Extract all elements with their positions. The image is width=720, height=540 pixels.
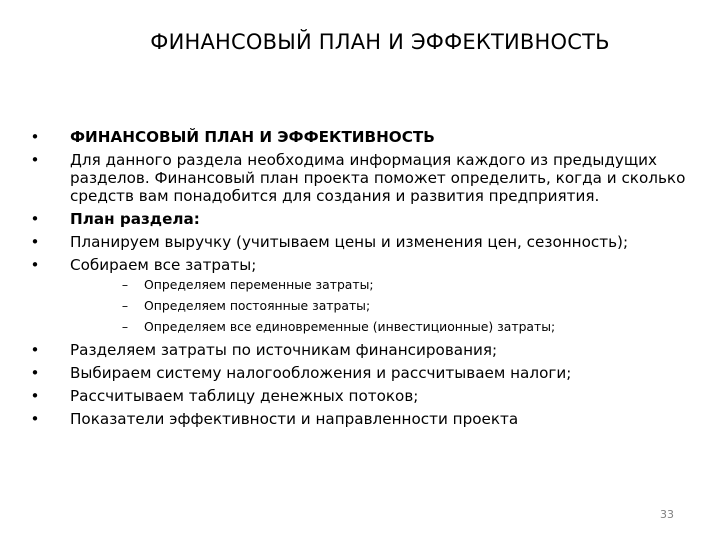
sub-list-item [70, 297, 688, 314]
list-item [28, 128, 688, 146]
sub-list-item-text: Определяем постоянные затраты; [144, 298, 371, 313]
bullet-marker: • [30, 256, 40, 274]
bullet-marker: • [30, 410, 40, 428]
bullet-marker: • [30, 210, 40, 228]
bullet-marker: • [30, 233, 40, 251]
list-item-text: Для данного раздела необходима информация каждого из предыдущих разделов. Финансовый план проекта поможет определить, когда и сколько средств вам понадобится для создания и развития предприятия. [70, 151, 686, 205]
bullet-list [28, 128, 688, 428]
list-item-text: Выбираем систему налогообложения и рассчитываем налоги; [70, 364, 572, 382]
bullet-marker: • [30, 387, 40, 405]
list-item [28, 256, 688, 335]
slide-content [28, 128, 688, 433]
sub-list-item-text: Определяем переменные затраты; [144, 277, 374, 292]
sub-list-item-text: Определяем все единовременные (инвестиционные) затраты; [144, 319, 556, 334]
list-item [28, 387, 688, 405]
bullet-marker: • [30, 128, 40, 146]
list-item-text: Рассчитываем таблицу денежных потоков; [70, 387, 419, 405]
dash-marker: – [121, 277, 129, 292]
dash-marker: – [121, 298, 129, 313]
list-item-text: План раздела: [70, 210, 200, 228]
bullet-marker: • [30, 151, 40, 169]
sub-bullet-list [70, 276, 688, 335]
list-item-text: ФИНАНСОВЫЙ ПЛАН И ЭФФЕКТИВНОСТЬ [70, 128, 435, 146]
list-item-text: Планируем выручку (учитываем цены и изменения цен, сезонность); [70, 233, 629, 251]
list-item-text: Показатели эффективности и направленности проекта [70, 410, 519, 428]
sub-list-item [70, 318, 688, 335]
list-item [28, 341, 688, 359]
bullet-marker: • [30, 364, 40, 382]
list-item [28, 410, 688, 428]
list-item-text: Разделяем затраты по источникам финансирования; [70, 341, 498, 359]
page-number: 33 [660, 508, 674, 521]
list-item [28, 364, 688, 382]
list-item-text: Собираем все затраты; [70, 256, 257, 274]
list-item [28, 210, 688, 228]
list-item [28, 151, 688, 205]
list-item [28, 233, 688, 251]
sub-list-item [70, 276, 688, 293]
dash-marker: – [121, 319, 129, 334]
slide-title: ФИНАНСОВЫЙ ПЛАН И ЭФФЕКТИВНОСТЬ [150, 30, 610, 54]
bullet-marker: • [30, 341, 40, 359]
